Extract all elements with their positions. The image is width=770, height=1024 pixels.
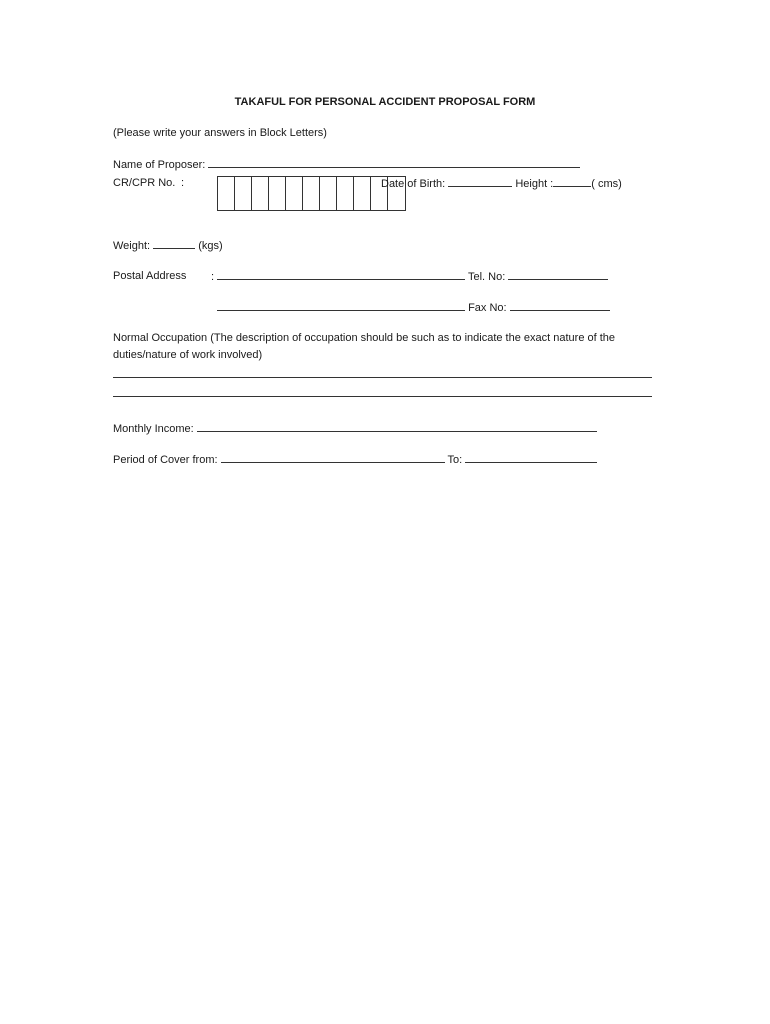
height-unit: ( cms)	[591, 178, 622, 190]
cpr-digit-box[interactable]	[303, 177, 320, 210]
cover-to-label: To:	[447, 454, 463, 466]
form-title: TAKAFUL FOR PERSONAL ACCIDENT PROPOSAL FORM	[234, 96, 536, 108]
cover-to-field[interactable]	[465, 452, 597, 463]
name-row	[113, 157, 580, 172]
fax-label: Fax No:	[468, 302, 507, 314]
cpr-digit-box[interactable]	[354, 177, 371, 210]
dob-height-row	[381, 176, 622, 191]
dob-label: Date of Birth:	[381, 178, 446, 190]
income-row	[113, 421, 597, 436]
dob-field[interactable]	[448, 176, 512, 187]
weight-field[interactable]	[153, 238, 195, 249]
cpr-label: CR/CPR No.	[113, 177, 176, 189]
instruction-text: (Please write your answers in Block Letters)	[113, 127, 327, 139]
name-field[interactable]	[208, 157, 580, 168]
postal-address-line-2[interactable]	[217, 300, 465, 311]
cover-from-field[interactable]	[221, 452, 445, 463]
weight-row	[113, 238, 223, 253]
cpr-digit-box[interactable]	[286, 177, 303, 210]
tel-label: Tel. No:	[467, 271, 506, 283]
height-label: Height :	[515, 178, 554, 190]
cpr-digit-box[interactable]	[235, 177, 252, 210]
cpr-number-boxes[interactable]	[217, 176, 406, 211]
weight-label: Weight:	[113, 240, 151, 252]
occupation-line-1[interactable]	[113, 377, 652, 378]
cpr-digit-box[interactable]	[269, 177, 286, 210]
height-field[interactable]	[553, 176, 591, 187]
cover-row	[113, 452, 597, 467]
cpr-digit-box[interactable]	[252, 177, 269, 210]
weight-unit: (kgs)	[198, 240, 223, 252]
cpr-colon: :	[181, 177, 185, 189]
cpr-digit-box[interactable]	[218, 177, 235, 210]
postal-row-2	[217, 300, 610, 315]
occupation-label-cont: duties/nature of work involved)	[113, 349, 263, 361]
cpr-digit-box[interactable]	[337, 177, 354, 210]
income-label: Monthly Income:	[113, 423, 194, 435]
postal-address-line-1[interactable]	[217, 269, 465, 280]
occupation-line-2[interactable]	[113, 396, 652, 397]
name-label: Name of Proposer:	[113, 159, 206, 171]
income-field[interactable]	[197, 421, 597, 432]
postal-row	[211, 269, 608, 284]
postal-label: Postal Address	[113, 270, 187, 282]
tel-field[interactable]	[508, 269, 608, 280]
postal-colon: :	[211, 271, 215, 283]
occupation-label: Normal Occupation (The description of occupation should be such as to indicate the exact nature of the	[113, 332, 616, 344]
cpr-digit-box[interactable]	[320, 177, 337, 210]
fax-field[interactable]	[510, 300, 610, 311]
cover-from-label: Period of Cover from:	[113, 454, 218, 466]
